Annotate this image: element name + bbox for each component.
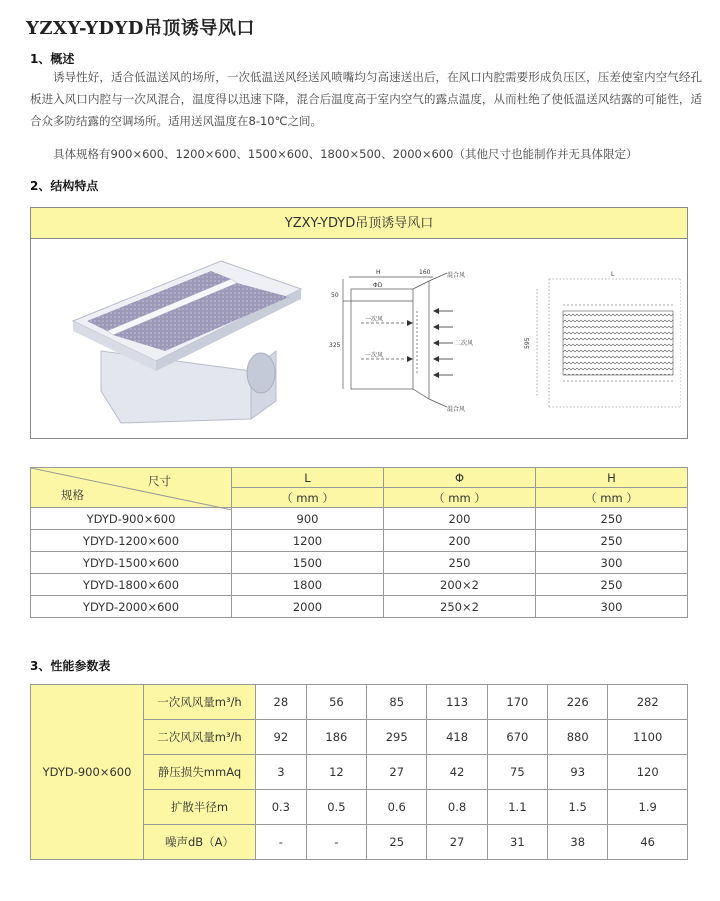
table-row xyxy=(31,574,688,596)
page-title: YZXY-YDYD吊顶诱导风口 xyxy=(26,18,255,39)
h-cell: 300 xyxy=(536,552,688,574)
phi-label: ΦD xyxy=(373,282,383,289)
length-label: L xyxy=(611,271,615,278)
overview-paragraph: 诱导性好，适合低温送风的场所，一次低温送风经送风喷嘴均匀高速送出后，在风口内腔需要形成负压区，压差使室内空气经孔板进入风口内腔与一次风混合，温度得以迅速下降，混合后温度高于室内空气的露点温度，从而杜绝了使低温送风结露的可能性，适合众多防结露的空调场所。适用送风温度在8-10℃之间。 xyxy=(30,70,702,128)
model-header-label: 规格 xyxy=(61,488,84,502)
table-row xyxy=(31,685,688,720)
col-l-header: L xyxy=(232,468,384,488)
col-h-unit: （ mm ） xyxy=(536,488,688,508)
col-l-unit: （ mm ） xyxy=(232,488,384,508)
spec-table xyxy=(30,467,688,618)
value-cell: 880 xyxy=(548,720,608,755)
table-row xyxy=(31,530,688,552)
table-row xyxy=(31,508,688,530)
value-cell: 226 xyxy=(548,685,608,720)
size-header-label: 尺寸 xyxy=(148,474,171,488)
structure-panel xyxy=(30,207,688,439)
value-cell: - xyxy=(256,825,307,860)
value-cell: 93 xyxy=(548,755,608,790)
value-cell: 38 xyxy=(548,825,608,860)
l-cell: 2000 xyxy=(232,596,384,618)
value-cell: 46 xyxy=(608,825,688,860)
mixed-air-label-top: 混合风 xyxy=(447,272,466,279)
h-cell: 250 xyxy=(536,574,688,596)
value-cell: 170 xyxy=(487,685,547,720)
primary-air-label-bottom: 一次风 xyxy=(365,352,384,359)
structure-heading: 2、结构特点 xyxy=(30,179,99,193)
structure-panel-title: YZXY-YDYD吊顶诱导风口 xyxy=(31,208,687,239)
l-cell: 1200 xyxy=(232,530,384,552)
table-row xyxy=(31,552,688,574)
value-cell: 295 xyxy=(367,720,427,755)
phi-cell: 200 xyxy=(384,530,536,552)
model-cell: YDYD-900×600 xyxy=(31,508,232,530)
dim-50-label: 50 xyxy=(331,292,339,299)
value-cell: 120 xyxy=(608,755,688,790)
spec-paragraph: 具体规格有900×600、1200×600、1500×600、1800×500、2000×600（其他尺寸也能制作并无具体限定） xyxy=(53,147,638,161)
value-cell: 1.1 xyxy=(487,790,547,825)
row-label: 扩散半径m xyxy=(144,790,256,825)
product-render xyxy=(61,251,311,431)
overview-heading: 1、概述 xyxy=(30,52,75,66)
structure-illustrations xyxy=(31,239,687,438)
value-cell: 186 xyxy=(306,720,366,755)
l-cell: 1800 xyxy=(232,574,384,596)
row-label: 静压损失mmAq xyxy=(144,755,256,790)
h-cell: 250 xyxy=(536,508,688,530)
l-cell: 1500 xyxy=(232,552,384,574)
spec-table-header-row-1 xyxy=(31,468,688,488)
front-view-diagram xyxy=(511,265,681,415)
value-cell: 85 xyxy=(367,685,427,720)
model-cell: YDYD-1800×600 xyxy=(31,574,232,596)
value-cell: 42 xyxy=(427,755,487,790)
col-phi-unit: （ mm ） xyxy=(384,488,536,508)
dim-595-label: 595 xyxy=(524,337,531,349)
row-label: 一次风风量m³/h xyxy=(144,685,256,720)
value-cell: 92 xyxy=(256,720,307,755)
value-cell: 1.5 xyxy=(548,790,608,825)
h-cell: 250 xyxy=(536,530,688,552)
mixed-air-label-bottom: 混合风 xyxy=(447,406,466,413)
row-label: 二次风风量m³/h xyxy=(144,720,256,755)
spec-diagonal-header xyxy=(31,468,232,508)
model-cell: YDYD-2000×600 xyxy=(31,596,232,618)
performance-table xyxy=(30,684,688,860)
value-cell: - xyxy=(306,825,366,860)
row-label: 噪声dB（A） xyxy=(144,825,256,860)
value-cell: 25 xyxy=(367,825,427,860)
phi-cell: 200×2 xyxy=(384,574,536,596)
value-cell: 3 xyxy=(256,755,307,790)
value-cell: 12 xyxy=(306,755,366,790)
value-cell: 113 xyxy=(427,685,487,720)
value-cell: 670 xyxy=(487,720,547,755)
value-cell: 31 xyxy=(487,825,547,860)
h-cell: 300 xyxy=(536,596,688,618)
value-cell: 0.8 xyxy=(427,790,487,825)
dim-160-label: 160 xyxy=(419,269,431,276)
model-cell: YDYD-1200×600 xyxy=(31,530,232,552)
model-cell: YDYD-1500×600 xyxy=(31,552,232,574)
dim-325-label: 325 xyxy=(329,342,341,349)
table-row xyxy=(31,596,688,618)
phi-cell: 250 xyxy=(384,552,536,574)
value-cell: 28 xyxy=(256,685,307,720)
value-cell: 1100 xyxy=(608,720,688,755)
value-cell: 27 xyxy=(427,825,487,860)
value-cell: 418 xyxy=(427,720,487,755)
model-cell: YDYD-900×600 xyxy=(31,685,144,860)
primary-air-label-top: 一次风 xyxy=(365,316,384,323)
value-cell: 1.9 xyxy=(608,790,688,825)
secondary-air-label: 二次风 xyxy=(455,340,474,347)
value-cell: 0.5 xyxy=(306,790,366,825)
value-cell: 0.3 xyxy=(256,790,307,825)
value-cell: 282 xyxy=(608,685,688,720)
value-cell: 27 xyxy=(367,755,427,790)
value-cell: 0.6 xyxy=(367,790,427,825)
phi-cell: 250×2 xyxy=(384,596,536,618)
col-h-header: H xyxy=(536,468,688,488)
phi-cell: 200 xyxy=(384,508,536,530)
l-cell: 900 xyxy=(232,508,384,530)
section-diagram xyxy=(321,265,496,415)
perf-heading: 3、性能参数表 xyxy=(30,659,111,673)
value-cell: 75 xyxy=(487,755,547,790)
col-phi-header: Φ xyxy=(384,468,536,488)
dim-h-label: H xyxy=(376,269,381,276)
value-cell: 56 xyxy=(306,685,366,720)
